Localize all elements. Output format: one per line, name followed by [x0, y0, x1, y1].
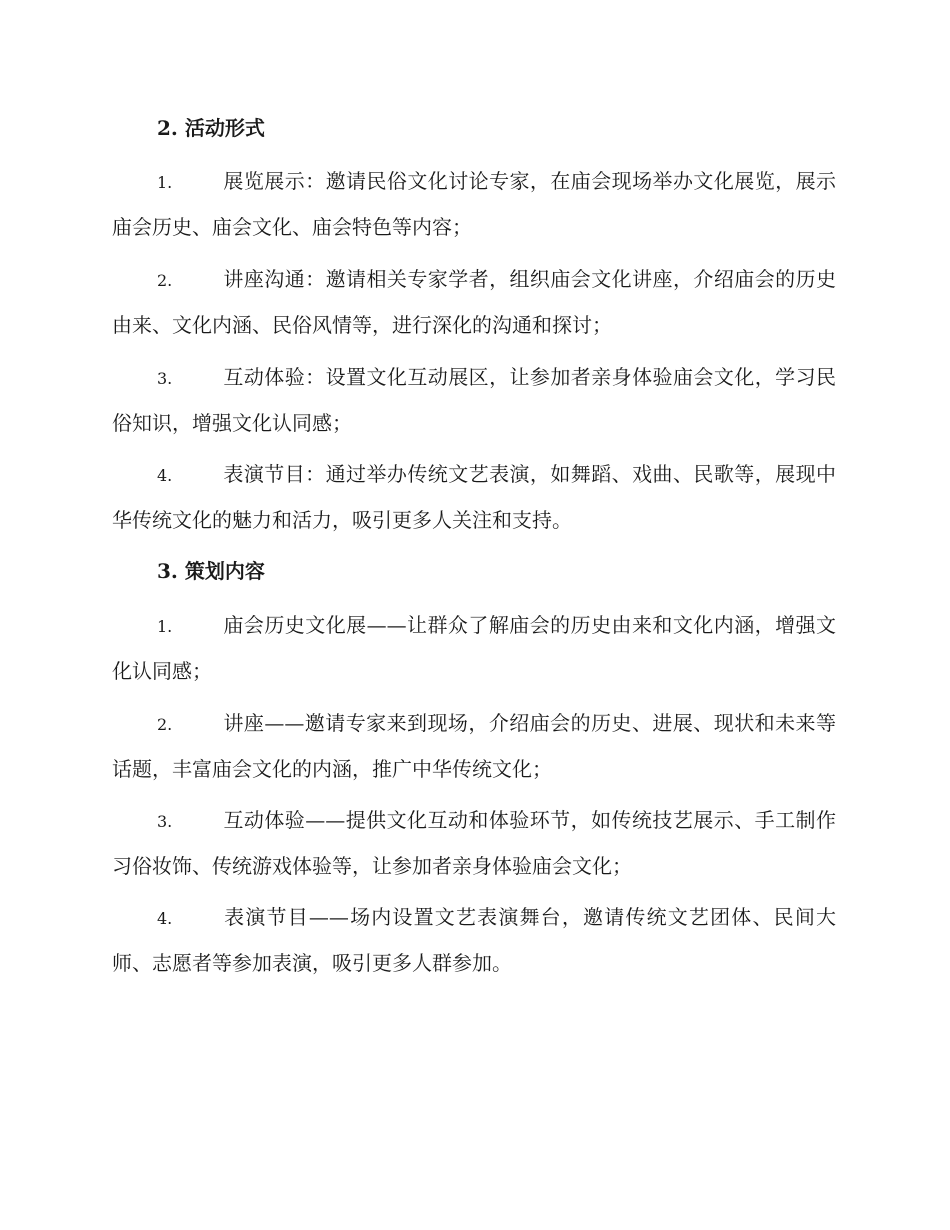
list-item: [112, 355, 836, 445]
list-item: [112, 159, 836, 249]
list-item-text: 讲座——邀请专家来到现场，介绍庙会的历史、进展、现状和未来等话题，丰富庙会文化的内涵，推广中华传统文化；: [112, 711, 836, 781]
list-number: 3.: [157, 812, 173, 831]
list-item: [112, 452, 836, 542]
list-item-text: 讲座沟通：邀请相关专家学者，组织庙会文化讲座，介绍庙会的历史由来、文化内涵、民俗风情等，进行深化的沟通和探讨；: [112, 267, 836, 337]
section-heading-planning-content: 3. 策划内容: [157, 559, 265, 583]
list-number: 4.: [157, 909, 173, 928]
list-number: 4.: [157, 466, 173, 485]
list-number: 1.: [157, 617, 173, 636]
list-item-text: 互动体验——提供文化互动和体验环节，如传统技艺展示、手工制作习俗妆饰、传统游戏体验等，让参加者亲身体验庙会文化；: [112, 808, 836, 878]
list-item-text: 表演节目：通过举办传统文艺表演，如舞蹈、戏曲、民歌等，展现中华传统文化的魅力和活力，吸引更多人关注和支持。: [112, 462, 836, 532]
list-item: [112, 798, 836, 888]
list-number: 2.: [157, 715, 173, 734]
list-item: [112, 257, 836, 347]
list-item: [112, 701, 836, 791]
list-number: 1.: [157, 173, 173, 192]
list-item-text: 互动体验：设置文化互动展区，让参加者亲身体验庙会文化，学习民俗知识，增强文化认同感；: [112, 365, 836, 435]
list-item-text: 表演节目——场内设置文艺表演舞台，邀请传统文艺团体、民间大师、志愿者等参加表演，吸引更多人群参加。: [112, 905, 836, 975]
list-item: [112, 895, 836, 985]
list-item: [112, 603, 836, 693]
list-item-text: 展览展示：邀请民俗文化讨论专家，在庙会现场举办文化展览，展示庙会历史、庙会文化、庙会特色等内容；: [112, 169, 836, 239]
list-item-text: 庙会历史文化展——让群众了解庙会的历史由来和文化内涵，增强文化认同感；: [112, 613, 836, 683]
section-heading-activity-format: 2. 活动形式: [157, 116, 265, 140]
list-number: 3.: [157, 369, 173, 388]
list-number: 2.: [157, 271, 173, 290]
